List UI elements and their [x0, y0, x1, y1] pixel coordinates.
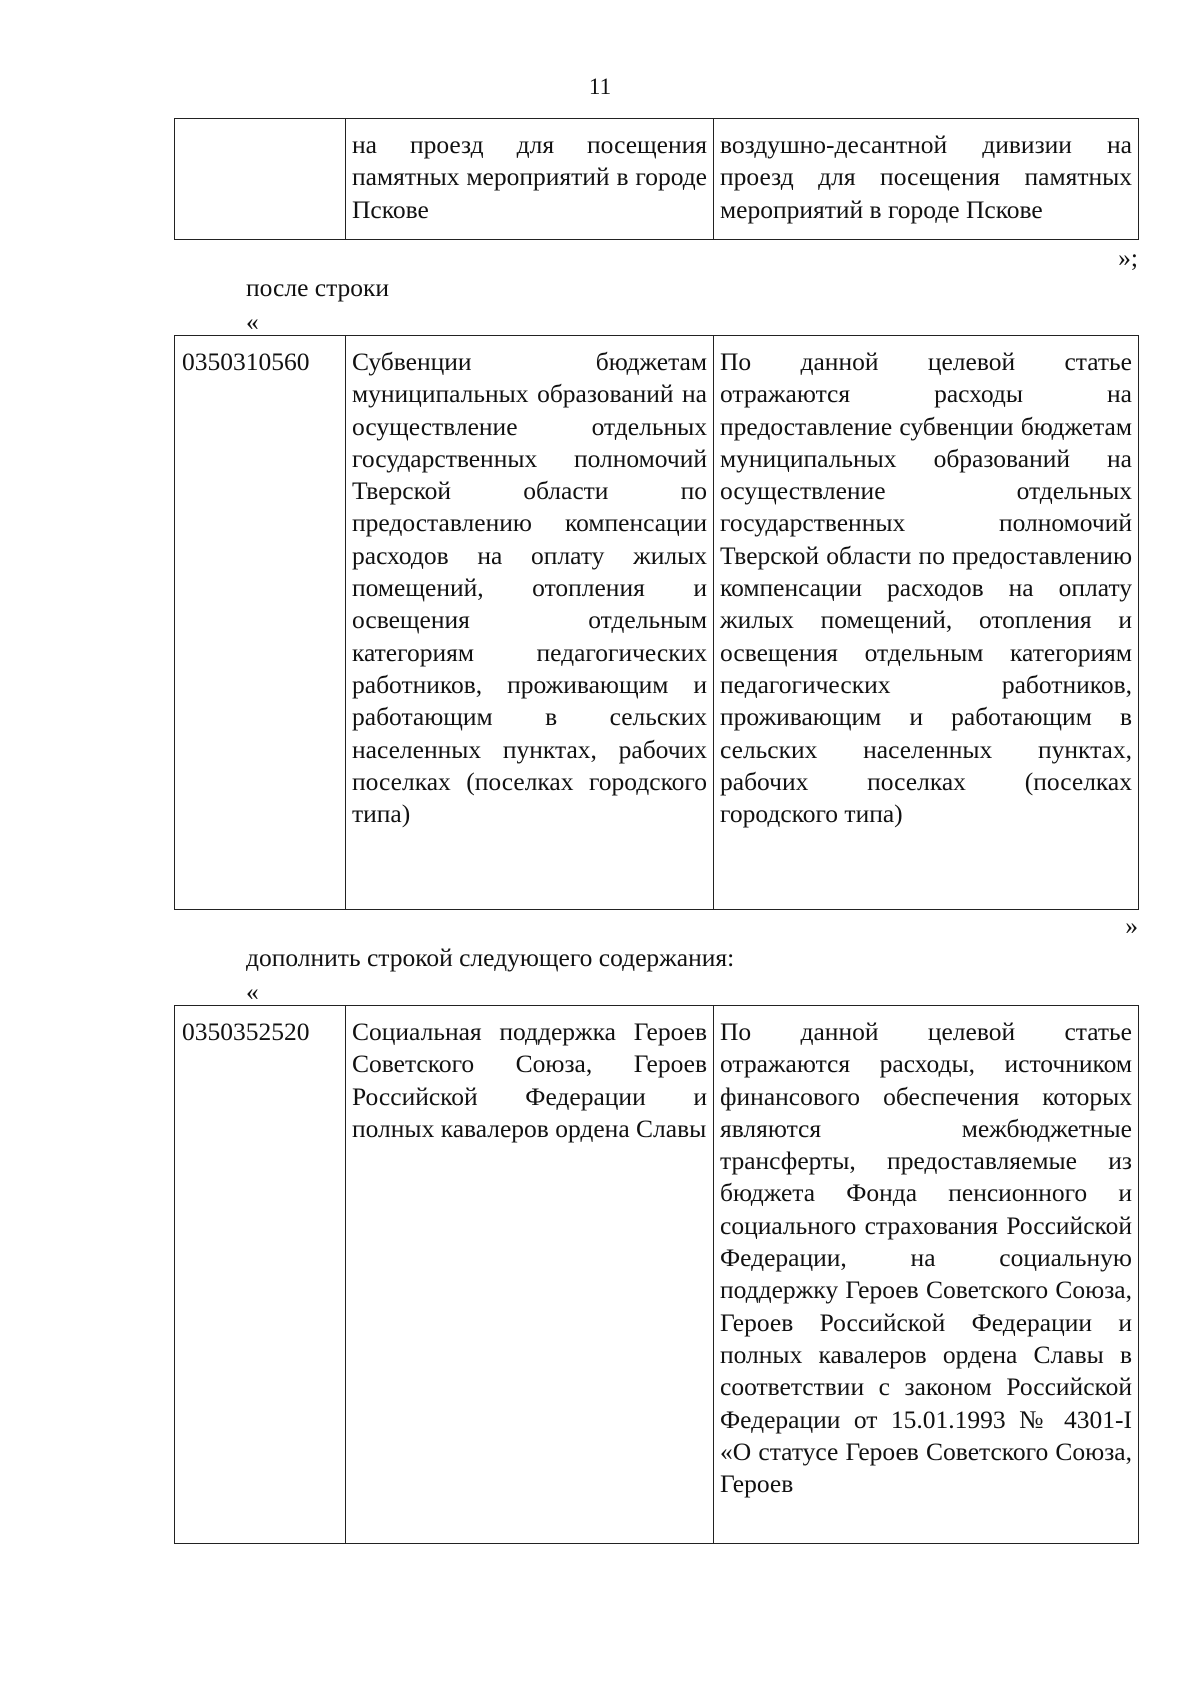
opening-quote-1: « — [246, 307, 259, 336]
code-cell — [175, 119, 346, 240]
name-cell: Субвенции бюджетам муниципальных образований на осуществление отдельных государственных полномочий Тверской области по предоставлению компенсации расходов на оплату жилых помещений, отопления и освещения отдельным категориям педагогических работников, проживающим и работающим в сельских населенных пунктах, рабочих поселках (поселках городского типа) — [346, 336, 714, 910]
closing-quote-2: » — [1125, 911, 1138, 940]
closing-quote-1: »; — [1118, 243, 1138, 272]
table-row — [175, 119, 1139, 240]
table-existing-row — [174, 335, 1139, 910]
after-line-text: после строки — [246, 273, 390, 302]
page-number: 11 — [588, 74, 612, 99]
supplement-text: дополнить строкой следующего содержания: — [246, 943, 735, 972]
name-cell: Социальная поддержка Героев Советского Союза, Героев Российской Федерации и полных кавалеров ордена Славы — [346, 1006, 714, 1544]
name-cell: на проезд для посещения памятных мероприятий в городе Пскове — [346, 119, 714, 240]
table-new-row — [174, 1005, 1139, 1544]
code-cell: 0350310560 — [175, 336, 346, 910]
table-row — [175, 336, 1139, 910]
description-cell: По данной целевой статье отражаются расходы, источником финансового обеспечения которых являются межбюджетные трансферты, предоставляемые из бюджета Фонда пенсионного и социального страхования Российской Федерации, на социальную поддержку Героев Советского Союза, Героев Российской Федерации и полных кавалеров ордена Славы в соответствии с законом Российской Федерации от 15.01.1993 № 4301-I «О статусе Героев Советского Союза, Героев — [714, 1006, 1139, 1544]
description-cell: воздушно-десантной дивизии на проезд для посещения памятных мероприятий в городе Пскове — [714, 119, 1139, 240]
table-row — [175, 1006, 1139, 1544]
table-continuation — [174, 118, 1139, 240]
code-cell: 0350352520 — [175, 1006, 346, 1544]
opening-quote-2: « — [246, 977, 259, 1006]
description-cell: По данной целевой статье отражаются расходы на предоставление субвенции бюджетам муниципальных образований на осуществление отдельных государственных полномочий Тверской области по предоставлению компенсации расходов на оплату жилых помещений, отопления и освещения отдельным категориям педагогических работников, проживающим и работающим в сельских населенных пунктах, рабочих поселках (поселках городского типа) — [714, 336, 1139, 910]
